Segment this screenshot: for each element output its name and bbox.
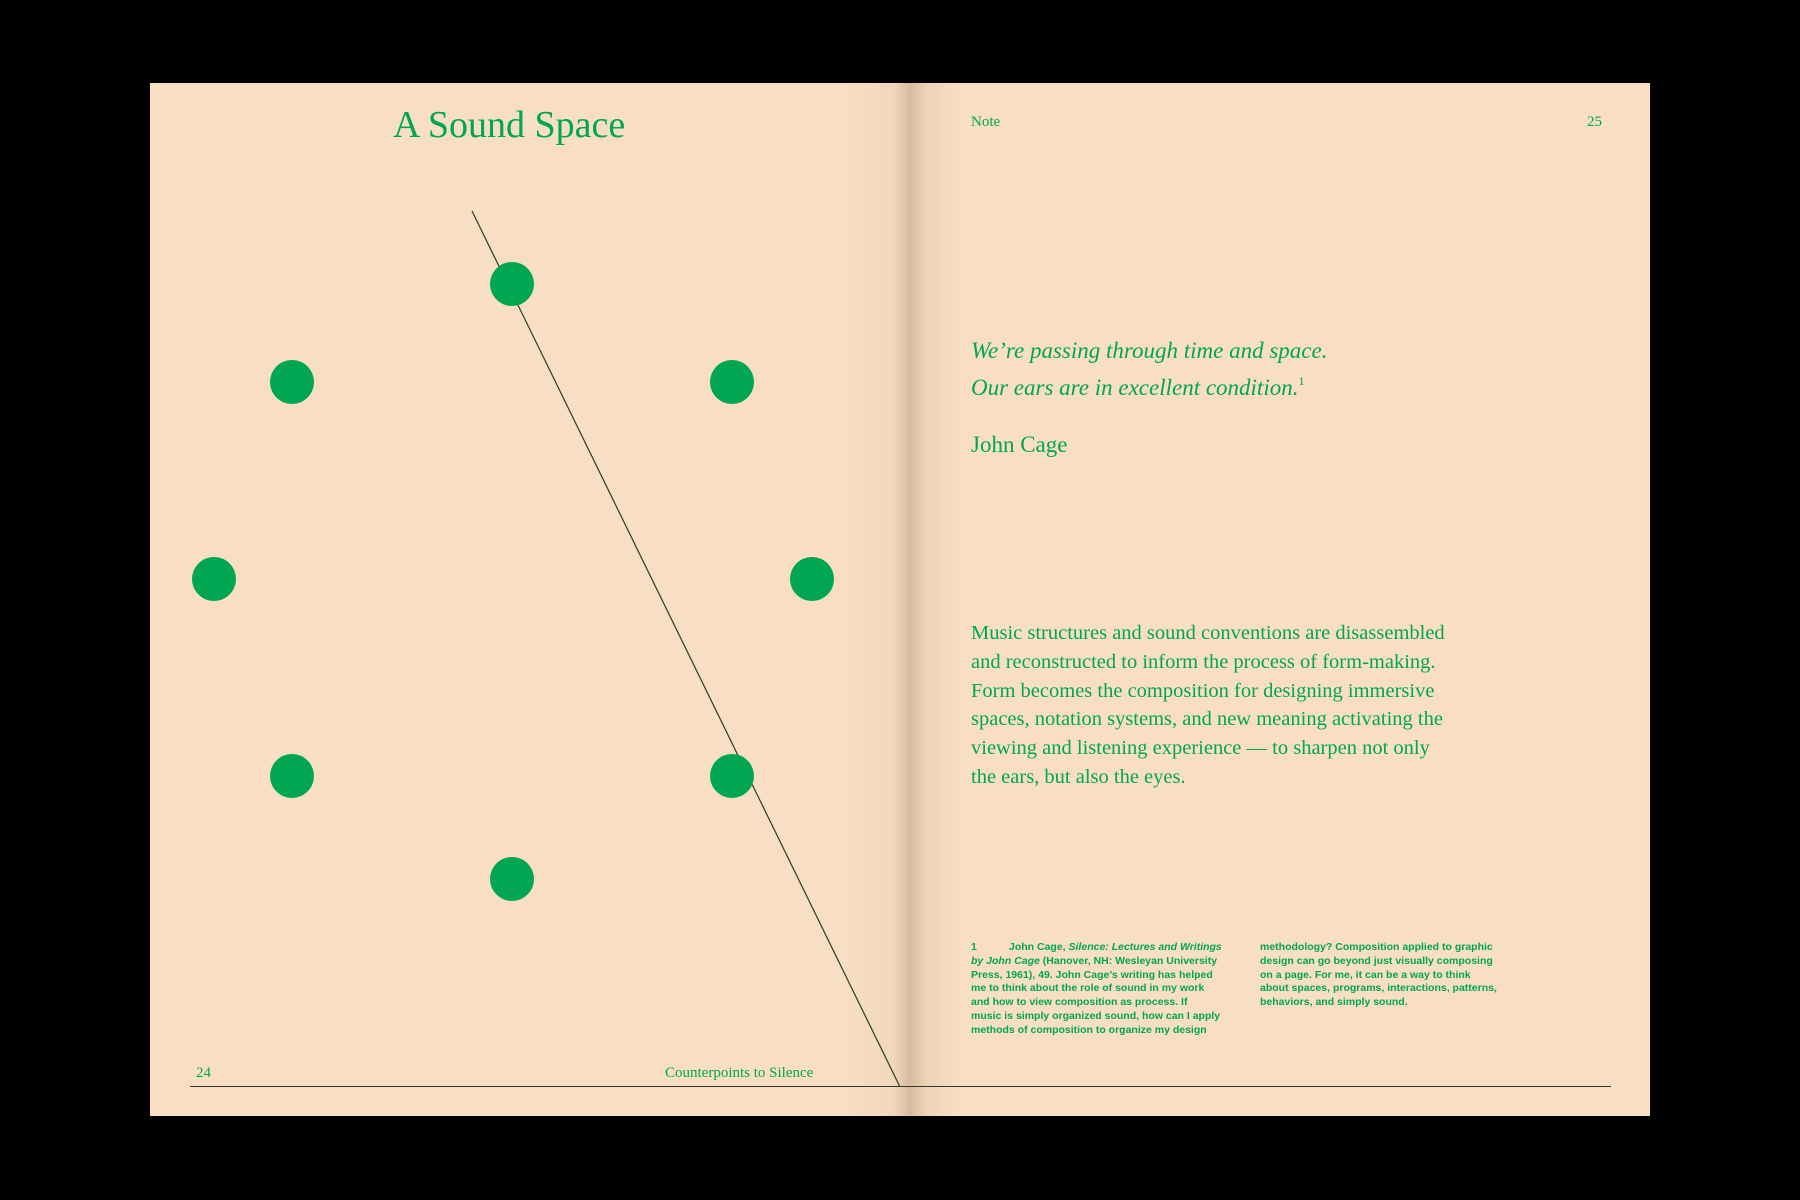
quote-line-1: We’re passing through time and space. bbox=[971, 338, 1328, 363]
page-number-right: 25 bbox=[1587, 114, 1602, 130]
body-line: Form becomes the composition for designing immersive bbox=[971, 679, 1435, 702]
footnote-book-title-cont: by John Cage bbox=[971, 954, 1040, 967]
running-title: Counterpoints to Silence bbox=[665, 1065, 814, 1081]
footnote-line: methodology? Composition applied to graphic bbox=[1260, 941, 1493, 953]
body-line: Music structures and sound conventions are disassembled bbox=[971, 622, 1445, 644]
footnote-line bbox=[971, 955, 1241, 969]
footnote-line: and how to view composition as process. If bbox=[971, 996, 1188, 1009]
footnote-line: behaviors, and simply sound. bbox=[1260, 996, 1408, 1009]
figure-dot-upper-right bbox=[710, 360, 754, 404]
diagonal-line bbox=[472, 211, 900, 1087]
figure-dot-bottom bbox=[490, 857, 534, 901]
figure-dot-lower-right bbox=[710, 754, 754, 798]
body-line: and reconstructed to inform the process of form-making. bbox=[971, 650, 1436, 673]
footnote-publication: (Hanover, NH: Wesleyan University bbox=[1039, 954, 1218, 967]
footnote-author: John Cage, bbox=[1009, 941, 1066, 953]
page-title: A Sound Space bbox=[393, 104, 626, 146]
figure-dot-top bbox=[490, 262, 534, 306]
page-number-left: 24 bbox=[196, 1065, 211, 1081]
figure-dot-upper-left bbox=[270, 360, 314, 404]
footnote-line bbox=[971, 941, 1241, 955]
body-paragraph bbox=[971, 619, 1531, 792]
footnote-line: methods of composition to organize my design bbox=[971, 1023, 1207, 1036]
section-label: Note bbox=[971, 114, 1001, 130]
footnote-line: Press, 1961), 49. John Cage’s writing has helped bbox=[971, 968, 1213, 981]
body-line: the ears, but also the eyes. bbox=[971, 765, 1186, 788]
footnote-line: me to think about the role of sound in my work bbox=[971, 982, 1205, 995]
footnote-column-2 bbox=[1260, 941, 1530, 1010]
figure-dot-right bbox=[790, 557, 834, 601]
body-line: spaces, notation systems, and new meaning activating the bbox=[971, 708, 1443, 731]
footnote-number: 1 bbox=[971, 941, 977, 953]
footnote-column-1 bbox=[971, 941, 1241, 1038]
figure-dot-lower-left bbox=[270, 754, 314, 798]
bottom-rule bbox=[190, 1086, 1611, 1087]
epigraph-quote bbox=[971, 335, 1327, 403]
footnote-mark: 1 bbox=[1298, 374, 1305, 388]
footnote-line: on a page. For me, it can be a way to think bbox=[1260, 968, 1471, 981]
book-spread bbox=[150, 83, 1650, 1116]
footnote-book-title: Silence: Lectures and Writings bbox=[1068, 941, 1222, 953]
quote-author: John Cage bbox=[971, 432, 1068, 457]
footnote-line: music is simply organized sound, how can I apply bbox=[971, 1009, 1221, 1022]
footnote-line: design can go beyond just visually composing bbox=[1260, 954, 1493, 967]
footnote-line: about spaces, programs, interactions, patterns, bbox=[1260, 982, 1497, 995]
figure-dot-left bbox=[192, 557, 236, 601]
body-line: viewing and listening experience — to sharpen not only bbox=[971, 737, 1430, 760]
quote-line-2: Our ears are in excellent condition. bbox=[971, 375, 1299, 400]
sound-space-figure bbox=[150, 83, 900, 1116]
